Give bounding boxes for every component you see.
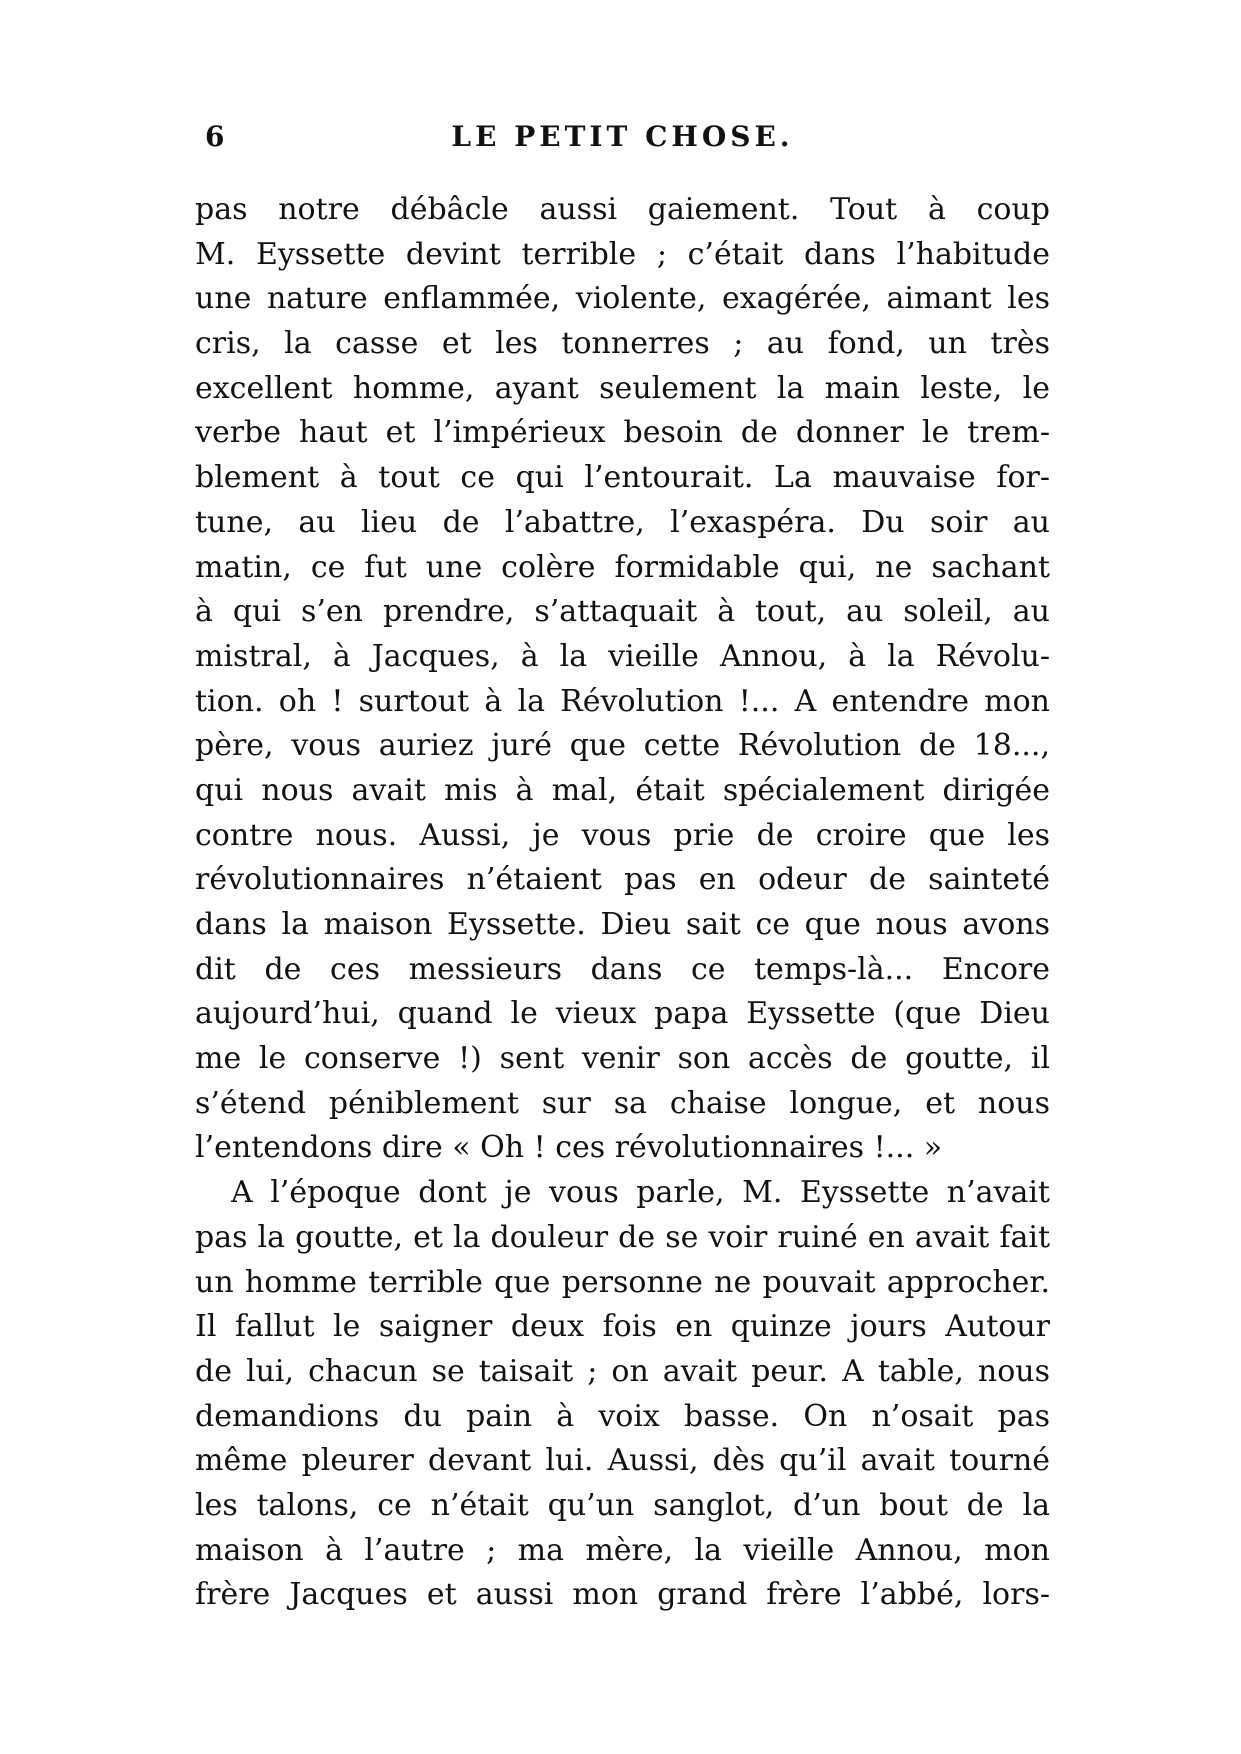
text-line: pas notre débâcle aussi gaiement. Tout à coup [195,192,1050,227]
text-line: dans la maison Eyssette. Dieu sait ce que nous avons [195,907,1050,942]
text-line: maison à l’autre ; ma mère, la vieille Annou, mon [195,1532,1050,1568]
text-line: Il fallut le saigner deux fois en quinze jours Autour [195,1309,1050,1345]
text-line: même pleurer devant lui. Aussi, dès qu’il avait tourné [195,1443,1050,1479]
page-number: 6 [205,120,225,153]
body-text [195,188,1050,1618]
text-line: matin, ce fut une colère formidable qui, ne sachant [195,549,1050,585]
running-title: LE PETIT CHOSE. [451,120,794,153]
text-line: père, vous auriez juré que cette Révolution de 18..., [195,728,1050,764]
paragraph-start-line: A l’époque dont je vous parle, M. Eyssette n’avait [231,1175,1050,1211]
page-header [195,120,1050,160]
text-line: les talons, ce n’était qu’un sanglot, d’un bout de la [195,1487,1050,1523]
text-line: blement à tout ce qui l’entourait. La mauvaise for- [195,460,1050,496]
text-line: aujourd’hui, quand le vieux papa Eyssette (que Dieu [195,996,1050,1032]
text-line: s’étend péniblement sur sa chaise longue, et nous [195,1085,1050,1121]
text-line: pas la goutte, et la douleur de se voir ruiné en avait fait [195,1219,1050,1255]
text-line: à qui s’en prendre, s’attaquait à tout, au soleil, au [195,594,1050,630]
text-line: révolutionnaires n’étaient pas en odeur de sainteté [195,862,1050,898]
text-line: excellent homme, ayant seulement la main leste, le [195,370,1050,406]
text-line: contre nous. Aussi, je vous prie de croire que les [195,817,1050,853]
text-line: une nature enflammée, violente, exagérée, aimant les [195,281,1050,317]
text-line: mistral, à Jacques, à la vieille Annou, à la Révolu- [195,638,1050,674]
text-line: qui nous avait mis à mal, était spécialement dirigée [195,772,1050,808]
text-line: dit de ces messieurs dans ce temps-là... Encore [195,951,1050,987]
text-line: cris, la casse et les tonnerres ; au fond, un très [195,326,1050,362]
text-line: de lui, chacun se taisait ; on avait peur. A table, nous [195,1353,1050,1389]
text-line: tune, au lieu de l’abattre, l’exaspéra. Du soir au [195,504,1050,540]
text-line: me le conserve !) sent venir son accès de goutte, il [195,1041,1050,1077]
text-line: frère Jacques et aussi mon grand frère l’abbé, lors- [195,1577,1050,1613]
text-line: l’entendons dire « Oh ! ces révolutionnaires !... » [195,1130,943,1166]
text-line: tion. oh ! surtout à la Révolution !... A entendre mon [195,683,1050,719]
text-line: un homme terrible que personne ne pouvait approcher. [195,1264,1050,1300]
text-line: verbe haut et l’impérieux besoin de donner le trem- [195,415,1050,451]
text-line: demandions du pain à voix basse. On n’osait pas [195,1398,1050,1434]
text-line: M. Eyssette devint terrible ; c’était dans l’habitude [195,236,1050,272]
